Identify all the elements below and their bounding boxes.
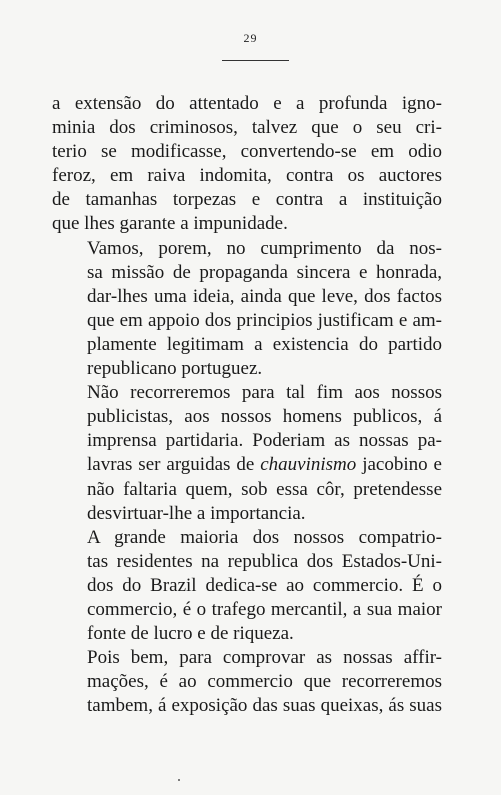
text-line: plamente legitimam a existencia do partido: [87, 333, 442, 355]
text-line: que em appoio dos principios justificam e am-: [87, 309, 442, 331]
text-line: tambem, á exposição das suas queixas, ás suas: [87, 695, 442, 717]
text-line: fonte de lucro e de riqueza.: [87, 623, 294, 645]
paragraph: [52, 92, 442, 237]
text-line: dar-lhes uma ideia, ainda que leve, dos factos: [87, 285, 442, 307]
paragraph: [52, 646, 442, 718]
italic-word: chauvinismo: [260, 454, 357, 476]
text-line: minia dos criminosos, talvez que o seu cri-: [52, 117, 442, 139]
text-line: Vamos, porem, no cumprimento da nos-: [87, 237, 442, 259]
text-line: feroz, em raiva indomita, contra os auctores: [52, 165, 442, 187]
text-line: não faltaria quem, sob essa côr, pretendesse: [87, 478, 442, 500]
text-line: dos do Brazil dedica-se ao commercio. É o: [87, 574, 442, 596]
header-rule: [222, 60, 289, 61]
paragraph: [52, 237, 442, 382]
text-line: mações, é ao commercio que recorreremos: [87, 671, 442, 693]
print-speck: [178, 779, 180, 781]
text-line: Pois bem, para comprovar as nossas affir-: [87, 647, 442, 669]
text-line: tas residentes na republica dos Estados-Uni-: [87, 550, 442, 572]
body-text: [52, 92, 442, 718]
text-line: que lhes garante a impunidade.: [52, 213, 288, 235]
text-line: commercio, é o trafego mercantil, a sua maior: [87, 598, 442, 620]
text-line: a extensão do attentado e a profunda igno-: [52, 93, 442, 114]
text-line: sa missão de propaganda sincera e honrada,: [87, 261, 442, 283]
text-line: de tamanhas torpezas e contra a instituição: [52, 189, 442, 211]
text-line: republicano portuguez.: [87, 358, 263, 380]
text-line: desvirtuar-lhe a importancia.: [87, 502, 306, 524]
text-line: A grande maioria dos nossos compatrio-: [87, 526, 442, 548]
page-number: 29: [243, 31, 258, 45]
paragraph: [52, 381, 442, 526]
text-line: terio se modificasse, convertendo-se em odio: [52, 141, 442, 163]
paragraph: [52, 526, 442, 646]
text-line: lavras ser arguidas de chauvinismo jacobino e: [87, 454, 442, 476]
text-line: publicistas, aos nossos homens publicos, á: [87, 406, 442, 428]
text-line: imprensa partidaria. Poderiam as nossas pa-: [87, 430, 442, 452]
text-line: Não recorreremos para tal fim aos nossos: [87, 382, 442, 404]
